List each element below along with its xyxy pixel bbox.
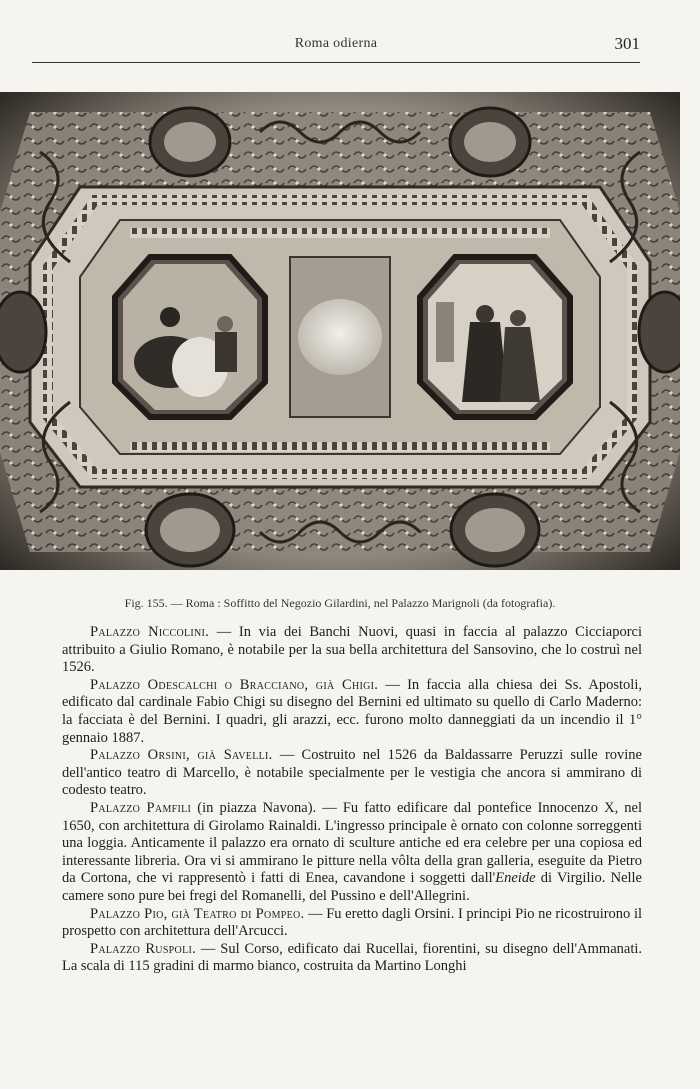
- paragraph-heading: Palazzo Odescalchi o Bracciano, già Chigi.: [90, 676, 379, 693]
- paragraph-heading: Palazzo Pamfili: [90, 799, 192, 816]
- right-painting: [420, 257, 570, 417]
- paragraph-palazzo-pio: [62, 906, 642, 941]
- paragraph-text: — In via dei Banchi Nuovi, quasi in faccia al palazzo Cicciaporci attribuito a Giulio Romano, è notabile per la sua bella architettura del Sansovino, che lo costruì nel 1526.: [62, 624, 642, 676]
- body-text: [62, 624, 642, 976]
- paragraph-text: (in piazza Navona). — Fu fatto edificare dal pontefice Innocenzo X, nel 1650, con architettura di Girolamo Rainaldi. L'ingresso principale è ornato con colonne sorreggenti una loggia. Anticamente il palazzo era ornato di sculture antiche ed era celebre per una copiosa ed interessante libreria. Ora vi si ammirano le pitture nella vôlta della gran galleria, eseguite da Pietro da Cortona, che vi rappresentò i fatti di Enea, cavandone i soggetti dall': [62, 799, 643, 887]
- page-number: 301: [614, 34, 640, 53]
- figure-caption: [0, 596, 680, 611]
- page-header: [32, 34, 640, 63]
- paragraph-palazzo-ruspoli: [62, 941, 642, 976]
- paragraph-heading: Palazzo Pio, già Teatro di Pompeo.: [90, 905, 305, 922]
- paragraph-heading: Palazzo Orsini, già Savelli.: [90, 747, 273, 764]
- paragraph-heading: Palazzo Niccolini.: [90, 624, 210, 640]
- paragraph-palazzo-orsini: [62, 747, 642, 800]
- paragraph-palazzo-niccolini: [62, 624, 642, 677]
- paragraph-italic: Eneide: [495, 870, 536, 887]
- caption-text: Roma : Soffitto del Negozio Gilardini, nel Palazzo Marignoli (da fotografia).: [185, 596, 556, 610]
- paragraph-palazzo-pamfili: [62, 800, 642, 906]
- caption-dash: —: [167, 596, 186, 610]
- paragraph-palazzo-odescalchi: [62, 677, 642, 747]
- running-title: Roma odierna: [294, 36, 378, 51]
- paragraph-text: — In faccia alla chiesa dei Ss. Apostoli, edificato dal cardinale Fabio Chigi su disegno del Bernini ed ultimato su quello di Carlo Maderno: la facciata è del Bernini. I quadri, gli arazzi, ecc. furono molto danneggiati da un incendio il 1° gennaio 1887.: [62, 676, 642, 746]
- paragraph-text: — Sul Corso, edificato dai Rucellai, fiorentini, su disegno dell'Ammanati. La scala di 115 gradini di marmo bianco, costruita da Martino Longhi: [62, 940, 642, 975]
- paragraph-heading: Palazzo Ruspoli.: [90, 940, 197, 957]
- caption-figure-number: Fig. 155.: [124, 596, 168, 610]
- paragraph-text: — Fu eretto dagli Orsini. I principi Pio ne ricostruirono il prospetto con architettura dell'Arcucci.: [62, 905, 642, 940]
- left-painting: [115, 257, 265, 417]
- paragraph-text: — Costruito nel 1526 da Baldassarre Peruzzi sulle rovine dell'antico teatro di Marcello, è notabile specialmente per le vestigia che ancora si ammirano di codesto teatro.: [62, 747, 642, 799]
- paragraph-text-after: di Virgilio. Nelle camere sono pure bei fregi del Romanelli, del Pussino e dell'Allegrini.: [62, 870, 642, 904]
- ceiling-photograph: [0, 92, 680, 570]
